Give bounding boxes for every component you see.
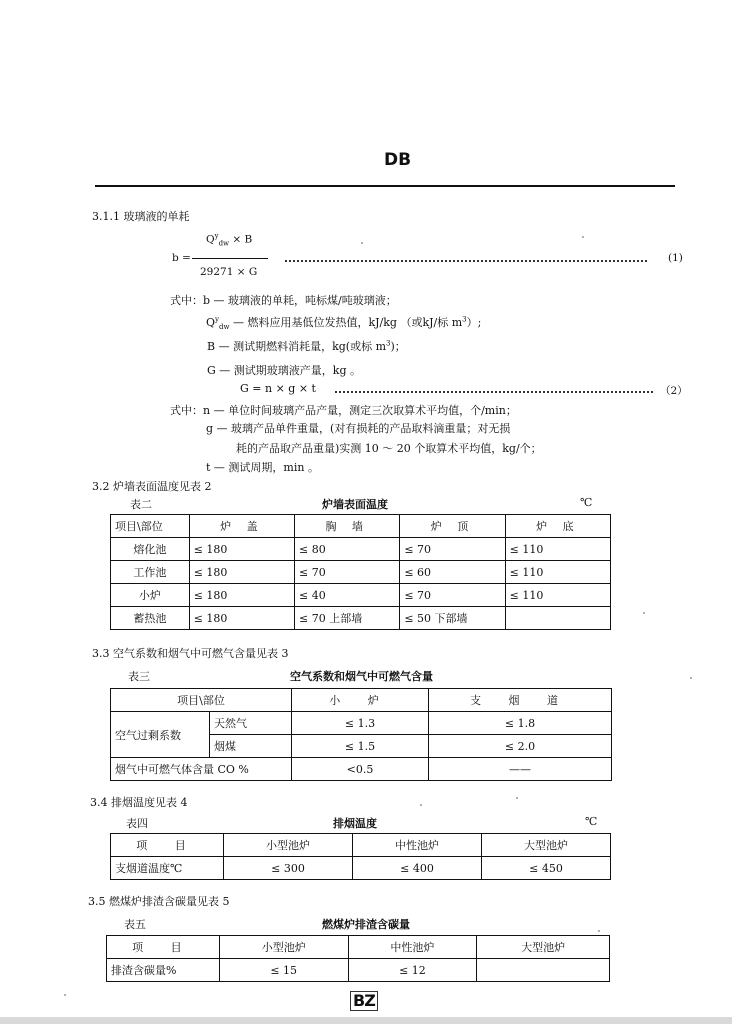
table-cell: ≤ 60 xyxy=(400,561,505,584)
scan-speck xyxy=(643,612,645,614)
table-row xyxy=(111,538,611,561)
where-n-definition: 式中：n — 单位时间玻璃产品产量，测定三次取算术平均值，个/min； xyxy=(170,404,517,417)
b-def-sup: 3 xyxy=(386,339,391,348)
table-cell: ≤ 180 xyxy=(189,561,294,584)
table-cell: ≤ 50 下部墙 xyxy=(400,607,505,630)
q-subscript: dw xyxy=(218,239,230,248)
table-cell: 支烟道温度℃ xyxy=(111,857,224,880)
dotted-leader-2 xyxy=(335,391,653,393)
table-cell: ≤ 110 xyxy=(505,538,610,561)
table-header-cell: 胸 墙 xyxy=(295,515,400,538)
scan-speck xyxy=(420,804,422,806)
table-cell: ≤ 80 xyxy=(295,538,400,561)
q-symbol: Q xyxy=(206,233,215,246)
numerator-rest: × B xyxy=(229,233,253,246)
table-cell: ≤ 400 xyxy=(353,857,482,880)
scan-speck xyxy=(64,994,66,996)
table-header-cell: 炉 顶 xyxy=(400,515,505,538)
table-cell: 熔化池 xyxy=(111,538,190,561)
table-row xyxy=(111,712,612,735)
table-header-cell: 小 炉 xyxy=(292,689,429,712)
b-def-end: )； xyxy=(390,340,406,353)
table-header-cell: 中性池炉 xyxy=(353,834,482,857)
formula-numerator xyxy=(206,232,252,248)
table-row xyxy=(107,959,610,982)
table-cell: 蓄热池 xyxy=(111,607,190,630)
q-def-symbol: Q xyxy=(206,316,216,329)
table-cell xyxy=(477,959,610,982)
table-header-cell: 炉 底 xyxy=(505,515,610,538)
section-3-1-1-heading: 3.1.1 玻璃液的单耗 xyxy=(92,210,190,223)
table-row xyxy=(111,561,611,584)
table3-label: 表三 xyxy=(128,670,150,683)
table-header-cell: 项 目 xyxy=(107,936,220,959)
table-cell: 天然气 xyxy=(210,712,292,735)
table4-flue-temperature xyxy=(110,833,611,880)
section-3-3-heading: 3.3 空气系数和烟气中可燃气含量见表 3 xyxy=(92,647,289,660)
header-rule xyxy=(95,185,675,187)
table-row xyxy=(111,515,611,538)
table2-title: 炉墙表面温度 xyxy=(322,498,388,511)
scan-speck xyxy=(361,242,363,244)
table2-label: 表二 xyxy=(130,498,152,511)
table-cell: 排渣含碳量% xyxy=(107,959,220,982)
table-cell: ≤ 2.0 xyxy=(429,735,612,758)
table-cell xyxy=(505,607,610,630)
scan-speck xyxy=(516,797,518,799)
table4-unit: ℃ xyxy=(585,815,598,828)
dotted-leader-1 xyxy=(285,260,647,262)
table-header-cell: 项 目 xyxy=(111,834,224,857)
formula-denominator: 29271 × G xyxy=(200,266,258,278)
equation-number-1: (1) xyxy=(668,252,683,264)
scan-speck xyxy=(690,677,692,679)
table-cell: ≤ 180 xyxy=(189,607,294,630)
table-cell: 烟气中可燃气体含量 CO % xyxy=(111,758,292,781)
table-header-cell: 项目\部位 xyxy=(111,515,190,538)
table-row xyxy=(111,758,612,781)
q-definition xyxy=(206,314,481,331)
table3-air-coefficient xyxy=(110,688,612,781)
table-cell: 空气过剩系数 xyxy=(111,712,210,758)
gg-definition-cont: 耗的产品取产品重量)实测 10 ～ 20 个取算术平均值，kg/个； xyxy=(236,442,542,455)
scan-speck xyxy=(598,930,600,932)
table-cell: ≤ 70 xyxy=(400,538,505,561)
t-definition: t — 测试周期，min 。 xyxy=(206,461,319,474)
g-definition: G — 测试期玻璃液产量，kg 。 xyxy=(207,364,361,377)
formula-lhs: b = xyxy=(172,252,191,264)
where-b-definition: 式中：b — 玻璃液的单耗，吨标煤/吨玻璃液； xyxy=(170,294,397,307)
section-3-4-heading: 3.4 排烟温度见表 4 xyxy=(90,796,188,809)
table5-label: 表五 xyxy=(124,918,146,931)
table-cell: ≤ 15 xyxy=(219,959,348,982)
q-def-end: ）; xyxy=(466,316,482,329)
b-def-text: B — 测试期燃料消耗量，kg(或标 m xyxy=(207,340,387,353)
b-definition xyxy=(207,338,406,354)
table4-label: 表四 xyxy=(126,817,148,830)
table5-title: 燃煤炉排渣含碳量 xyxy=(322,918,410,931)
table-cell: ≤ 450 xyxy=(482,857,611,880)
table5-slag-carbon xyxy=(106,935,610,982)
table2-unit: ℃ xyxy=(580,496,593,509)
table-cell: ≤ 1.8 xyxy=(429,712,612,735)
table-header-cell: 大型池炉 xyxy=(477,936,610,959)
table-header-cell: 大型池炉 xyxy=(482,834,611,857)
table-header-cell: 小型池炉 xyxy=(224,834,353,857)
q-def-text: — 燃料应用基低位发热值，kJ/kg （或kJ/标 m xyxy=(229,316,463,329)
page-header-title: DB xyxy=(384,150,412,170)
table2-wall-temperature xyxy=(110,514,611,630)
table-cell: ≤ 300 xyxy=(224,857,353,880)
table4-title: 排烟温度 xyxy=(333,817,377,830)
equation-2: G = n × g × t xyxy=(240,382,316,395)
table-header-cell: 中性池炉 xyxy=(348,936,477,959)
scan-speck xyxy=(582,236,584,238)
table-cell: ≤ 70 xyxy=(295,561,400,584)
q-superscript: y xyxy=(214,232,219,240)
table-header-cell: 小型池炉 xyxy=(219,936,348,959)
table-cell: ≤ 180 xyxy=(189,538,294,561)
table-cell: —— xyxy=(429,758,612,781)
gg-definition: g — 玻璃产品单件重量，(对有损耗的产品取料滴重量；对无损 xyxy=(206,422,511,435)
table-cell: ≤ 1.3 xyxy=(292,712,429,735)
fraction-bar xyxy=(192,258,268,259)
table-row xyxy=(111,834,611,857)
bottom-scan-bar xyxy=(0,1017,732,1024)
table-cell: 工作池 xyxy=(111,561,190,584)
table-row xyxy=(111,584,611,607)
table-row xyxy=(111,857,611,880)
table-cell: ≤ 110 xyxy=(505,584,610,607)
footer-mark: BZ xyxy=(350,991,378,1011)
equation-number-2: （2） xyxy=(660,385,688,397)
table-row xyxy=(111,607,611,630)
section-3-2-heading: 3.2 炉墙表面温度见表 2 xyxy=(92,480,212,493)
table-row xyxy=(107,936,610,959)
table3-title: 空气系数和烟气中可燃气含量 xyxy=(290,670,433,683)
table-cell: 小炉 xyxy=(111,584,190,607)
table-header-cell: 项目\部位 xyxy=(111,689,292,712)
table-cell: 烟煤 xyxy=(210,735,292,758)
table-row xyxy=(111,689,612,712)
q-def-unit-sup: 3 xyxy=(462,315,467,324)
table-cell: ≤ 180 xyxy=(189,584,294,607)
table-header-cell: 支 烟 道 xyxy=(429,689,612,712)
q-def-sub: dw xyxy=(219,323,230,332)
table-cell: ≤ 12 xyxy=(348,959,477,982)
q-def-sup: y xyxy=(215,315,219,324)
table-cell: ≤ 70 上部墙 xyxy=(295,607,400,630)
table-cell: ≤ 40 xyxy=(295,584,400,607)
table-cell: <0.5 xyxy=(292,758,429,781)
table-header-cell: 炉 盖 xyxy=(189,515,294,538)
table-cell: ≤ 1.5 xyxy=(292,735,429,758)
table-cell: ≤ 70 xyxy=(400,584,505,607)
table-cell: ≤ 110 xyxy=(505,561,610,584)
section-3-5-heading: 3.5 燃煤炉排渣含碳量见表 5 xyxy=(88,895,230,908)
